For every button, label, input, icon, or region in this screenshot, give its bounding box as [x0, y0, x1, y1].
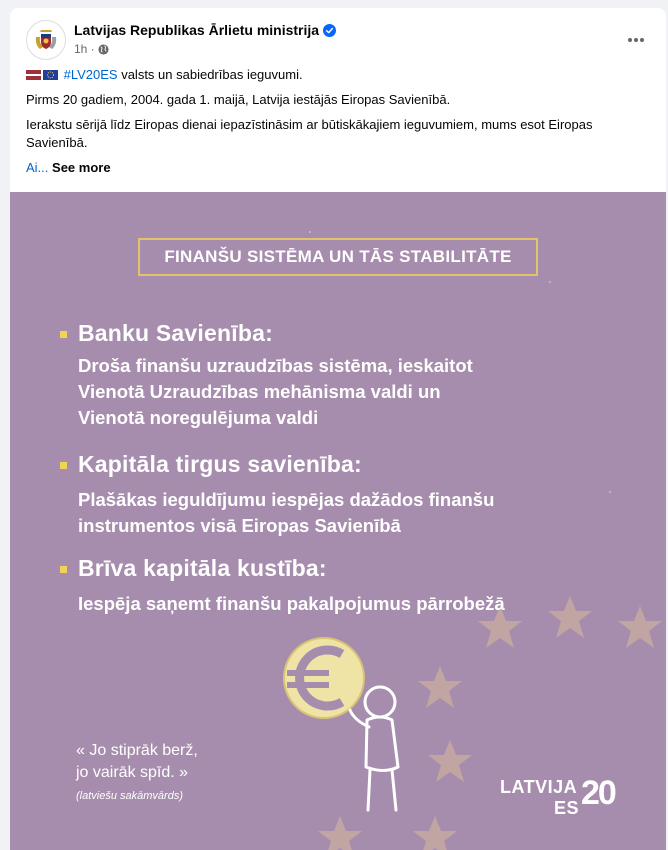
post-text	[26, 66, 652, 184]
page-name-text[interactable]: Latvijas Republikas Ārlietu ministrija	[74, 22, 320, 38]
post-header	[26, 20, 650, 64]
quote	[76, 740, 198, 784]
bullet-3-title: Brīva kapitāla kustība:	[78, 555, 327, 581]
bullet-3-line-1: Iespēja saņemt finanšu pakalpojumus pārrobežā	[78, 593, 505, 614]
eu-flag-icon	[43, 70, 58, 80]
bullet-1-title: Banku Savienība:	[78, 320, 273, 346]
post-time[interactable]: 1h ·	[74, 42, 95, 56]
bullet-marker	[60, 566, 67, 573]
bullet-marker	[60, 331, 67, 338]
image-title	[138, 238, 538, 276]
logo-word-2: ES	[554, 798, 580, 818]
see-more-button[interactable]: See more	[48, 160, 111, 175]
quote-line-2: jo vairāk spīd. »	[76, 764, 189, 781]
post-line-1	[26, 66, 652, 84]
bullet-2-title: Kapitāla tirgus savienība:	[78, 451, 362, 477]
image-title-text: FINANŠU SISTĒMA UN TĀS STABILITĀTE	[164, 247, 512, 266]
page-name[interactable]	[74, 22, 336, 38]
post-line-1-text: valsts un sabiedrības ieguvumi.	[117, 67, 303, 82]
post-meta	[74, 42, 109, 56]
bullet-1-line-2: Vienotā Uzraudzības mehānisma valdi un	[78, 381, 441, 402]
quote-line-1: « Jo stiprāk berž,	[76, 742, 198, 759]
quote-source: (latviešu sakāmvārds)	[76, 790, 183, 802]
more-options-button[interactable]	[622, 26, 650, 54]
person-holding-euro-illustration	[272, 632, 432, 822]
bullet-2-line-1: Plašākas ieguldījumu iespējas dažādos finanšu	[78, 489, 495, 510]
bullet-1-line-1: Droša finanšu uzraudzības sistēma, ieskaitot	[78, 355, 473, 376]
star-icon	[428, 740, 472, 782]
latvia-flag-icon	[26, 70, 41, 80]
bullet-marker	[60, 462, 67, 469]
coat-of-arms-icon	[31, 25, 61, 55]
post-paragraph-3: Ierakstu sērijā līdz Eiropas dienai iepazīstināsim ar būtiskākajiem ieguvumiem, mums esot Eiropas Savienībā.	[26, 117, 593, 150]
truncated-text: Ai...	[26, 160, 49, 175]
logo-word-1: LATVIJA	[500, 777, 578, 797]
globe-icon	[98, 44, 109, 55]
logo-number: 20	[581, 774, 615, 812]
star-icon	[618, 606, 662, 648]
verified-badge-icon	[323, 24, 336, 37]
post-image[interactable]	[10, 192, 666, 850]
star-icon	[548, 596, 592, 638]
more-options-icon	[627, 37, 645, 43]
post-card	[10, 8, 666, 850]
euro-coin-icon	[284, 638, 364, 718]
hashtag-link[interactable]: #LV20ES	[63, 67, 118, 82]
post-paragraph-2: Pirms 20 gadiem, 2004. gada 1. maijā, Latvija iestājās Eiropas Savienībā.	[26, 92, 451, 107]
page-avatar[interactable]	[26, 20, 66, 60]
bullet-2-line-2: instrumentos visā Eiropas Savienībā	[78, 515, 401, 536]
post-truncated	[26, 159, 652, 177]
bullet-1-line-3: Vienotā noregulējuma valdi	[78, 407, 319, 428]
